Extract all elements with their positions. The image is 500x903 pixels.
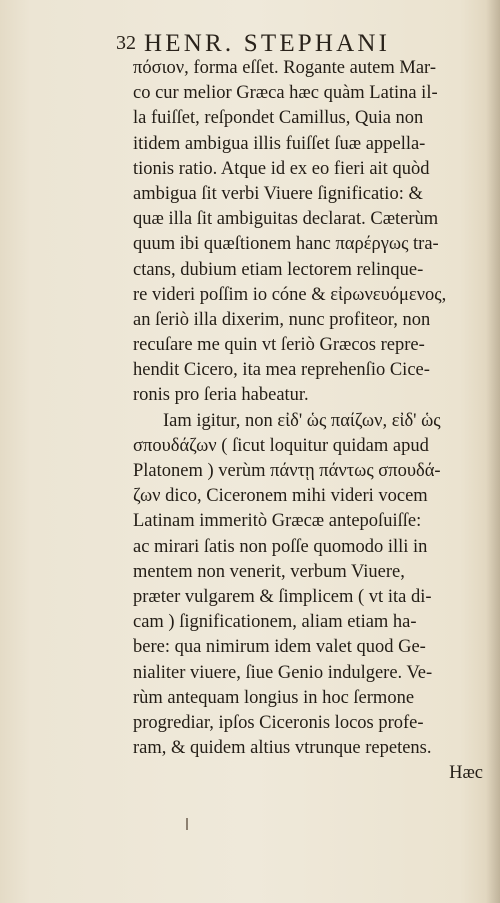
text-line: πόσιον, forma eſſet. Rogante autem Mar- (133, 58, 437, 78)
catchword: Hæc (449, 763, 483, 784)
running-title: HENR. STEPHANI (144, 30, 391, 57)
text-line: progrediar, ipſos Ciceronis locos profe- (133, 712, 424, 733)
ink-mark (186, 818, 188, 830)
text-line: rùm antequam longius in hoc ſermone (133, 687, 415, 708)
text-line: itidem ambigua illis fuiſſet ſuæ appella- (133, 133, 426, 154)
text-line: an ſeriò illa dixerim, nunc profiteor, non (133, 309, 431, 330)
text-line: bere: qua nimirum idem valet quod Ge- (133, 637, 426, 658)
text-line: ctans, dubium etiam lectorem relinque- (133, 259, 424, 280)
text-line: ac mirari ſatis non poſſe quomodo illi in (133, 536, 428, 557)
text-line: nialiter viuere, ſiue Genio indulgere. Ve- (133, 662, 433, 683)
text-line: tionis ratio. Atque id ex eo fieri ait quòd (133, 158, 430, 179)
text-line: quæ illa ſit ambiguitas declarat. Cæterùm (133, 209, 439, 230)
text-line: Platonem ) verùm πάντῃ πάντως σπουδά- (133, 461, 441, 481)
page-edge-shadow (486, 0, 500, 903)
text-line: Latinam immeritò Græcæ antepoſuiſſe: (133, 511, 422, 532)
text-line: mentem non venerit, verbum Viuere, (133, 561, 405, 582)
text-line: recuſare me quin vt ſeriò Græcos repre- (133, 335, 425, 356)
text-line: re videri poſſim io cóne & εἰρωνευόμενος, (133, 284, 447, 305)
text-line: ambigua ſit verbi Viuere ſignificatio: & (133, 183, 423, 204)
text-line: hendit Cicero, ita mea reprehenſio Cice- (133, 360, 430, 381)
text-line: ronis pro ſeria habeatur. (133, 385, 309, 406)
paragraph-start-line: Iam igitur, non εἰδ' ὡς παίζων, εἰδ' ὡς (163, 410, 441, 431)
text-line: ζων dico, Ciceronem mihi videri vocem (133, 486, 428, 507)
text-line: co cur melior Græca hæc quàm Latina il- (133, 83, 438, 104)
body-text (133, 56, 485, 786)
page-header (116, 30, 486, 58)
text-line: la fuiſſet, reſpondet Camillus, Quia non (133, 108, 424, 129)
text-line: ram, & quidem altius vtrunque repetens. (133, 738, 432, 759)
text-line: σπουδάζων ( ſicut loquitur quidam apud (133, 435, 429, 456)
page-number: 32 (116, 32, 136, 54)
text-line: quum ibi quæſtionem hanc παρέργως tra- (133, 234, 439, 255)
text-line: cam ) ſignificationem, aliam etiam ha- (133, 612, 417, 633)
text-line: præter vulgarem & ſimplicem ( vt ita di- (133, 586, 432, 607)
